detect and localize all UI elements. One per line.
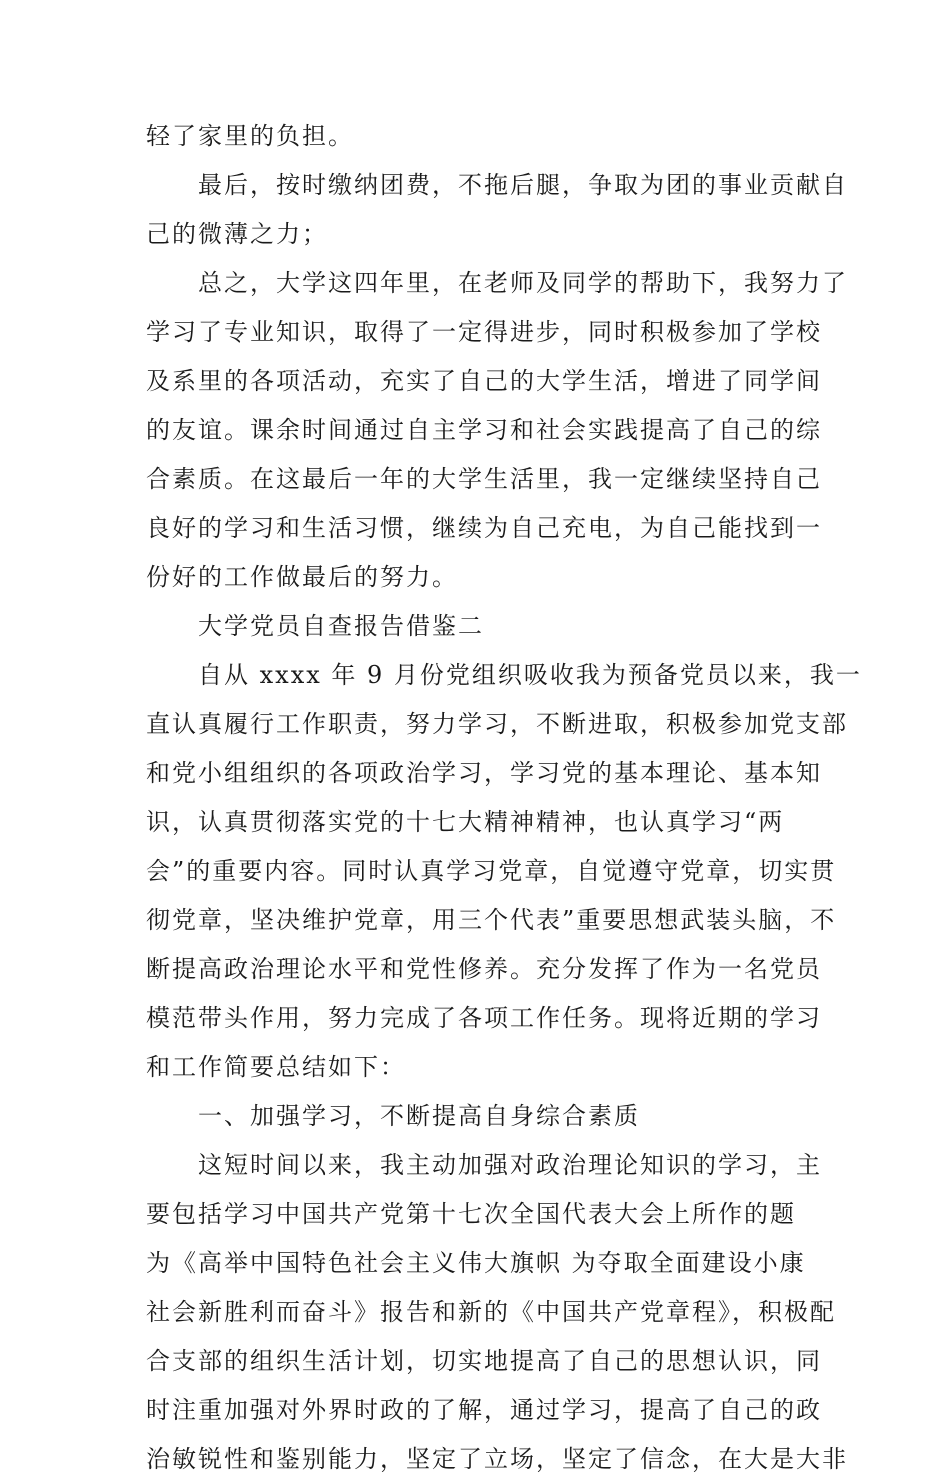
text-line: 识，认真贯彻落实党的十七大精神精神，也认真学习“两 — [146, 808, 785, 836]
text-line: 良好的学习和生活习惯，继续为自己充电，为自己能找到一 — [146, 514, 822, 542]
text-line: 自从 xxxx 年 9 月份党组织吸收我为预备党员以来，我一 — [198, 661, 862, 689]
text-line: 及系里的各项活动，充实了自己的大学生活，增进了同学间 — [146, 367, 822, 395]
text-line: 彻党章，坚决维护党章，用三个代表”重要思想武装头脑，不 — [146, 906, 837, 934]
text-line: 模范带头作用，努力完成了各项工作任务。现将近期的学习 — [146, 1004, 822, 1032]
text-line: 这短时间以来，我主动加强对政治理论知识的学习，主 — [198, 1151, 822, 1179]
text-line: 合素质。在这最后一年的大学生活里，我一定继续坚持自己 — [146, 465, 822, 493]
text-line: 为《高举中国特色社会主义伟大旗帜 为夺取全面建设小康 — [146, 1249, 806, 1277]
document-body — [146, 112, 862, 1484]
text-line: 直认真履行工作职责，努力学习，不断进取，积极参加党支部 — [146, 710, 848, 738]
text-line: 份好的工作做最后的努力。 — [146, 563, 458, 591]
text-line: 合支部的组织生活计划，切实地提高了自己的思想认识，同 — [146, 1347, 822, 1375]
text-line: 社会新胜利而奋斗》报告和新的《中国共产党章程》，积极配 — [146, 1298, 836, 1326]
text-line: 轻了家里的负担。 — [146, 122, 354, 150]
text-line: 治敏锐性和鉴别能力，坚定了立场，坚定了信念，在大是大非 — [146, 1445, 848, 1473]
text-line: 的友谊。课余时间通过自主学习和社会实践提高了自己的综 — [146, 416, 822, 444]
text-line: 断提高政治理论水平和党性修养。充分发挥了作为一名党员 — [146, 955, 822, 983]
text-line: 总之，大学这四年里，在老师及同学的帮助下，我努力了 — [198, 269, 848, 297]
text-line: 学习了专业知识，取得了一定得进步，同时积极参加了学校 — [146, 318, 822, 346]
text-line: 己的微薄之力； — [146, 220, 328, 248]
text-line: 和工作简要总结如下： — [146, 1053, 406, 1081]
text-line: 会”的重要内容。同时认真学习党章，自觉遵守党章，切实贯 — [146, 857, 837, 885]
subsection-heading: 一、加强学习，不断提高自身综合素质 — [198, 1102, 640, 1130]
text-line: 时注重加强对外界时政的了解，通过学习，提高了自己的政 — [146, 1396, 822, 1424]
text-line: 和党小组组织的各项政治学习，学习党的基本理论、基本知 — [146, 759, 822, 787]
section-heading: 大学党员自查报告借鉴二 — [198, 612, 484, 640]
text-line: 要包括学习中国共产党第十七次全国代表大会上所作的题 — [146, 1200, 796, 1228]
text-line: 最后，按时缴纳团费，不拖后腿，争取为团的事业贡献自 — [198, 171, 848, 199]
